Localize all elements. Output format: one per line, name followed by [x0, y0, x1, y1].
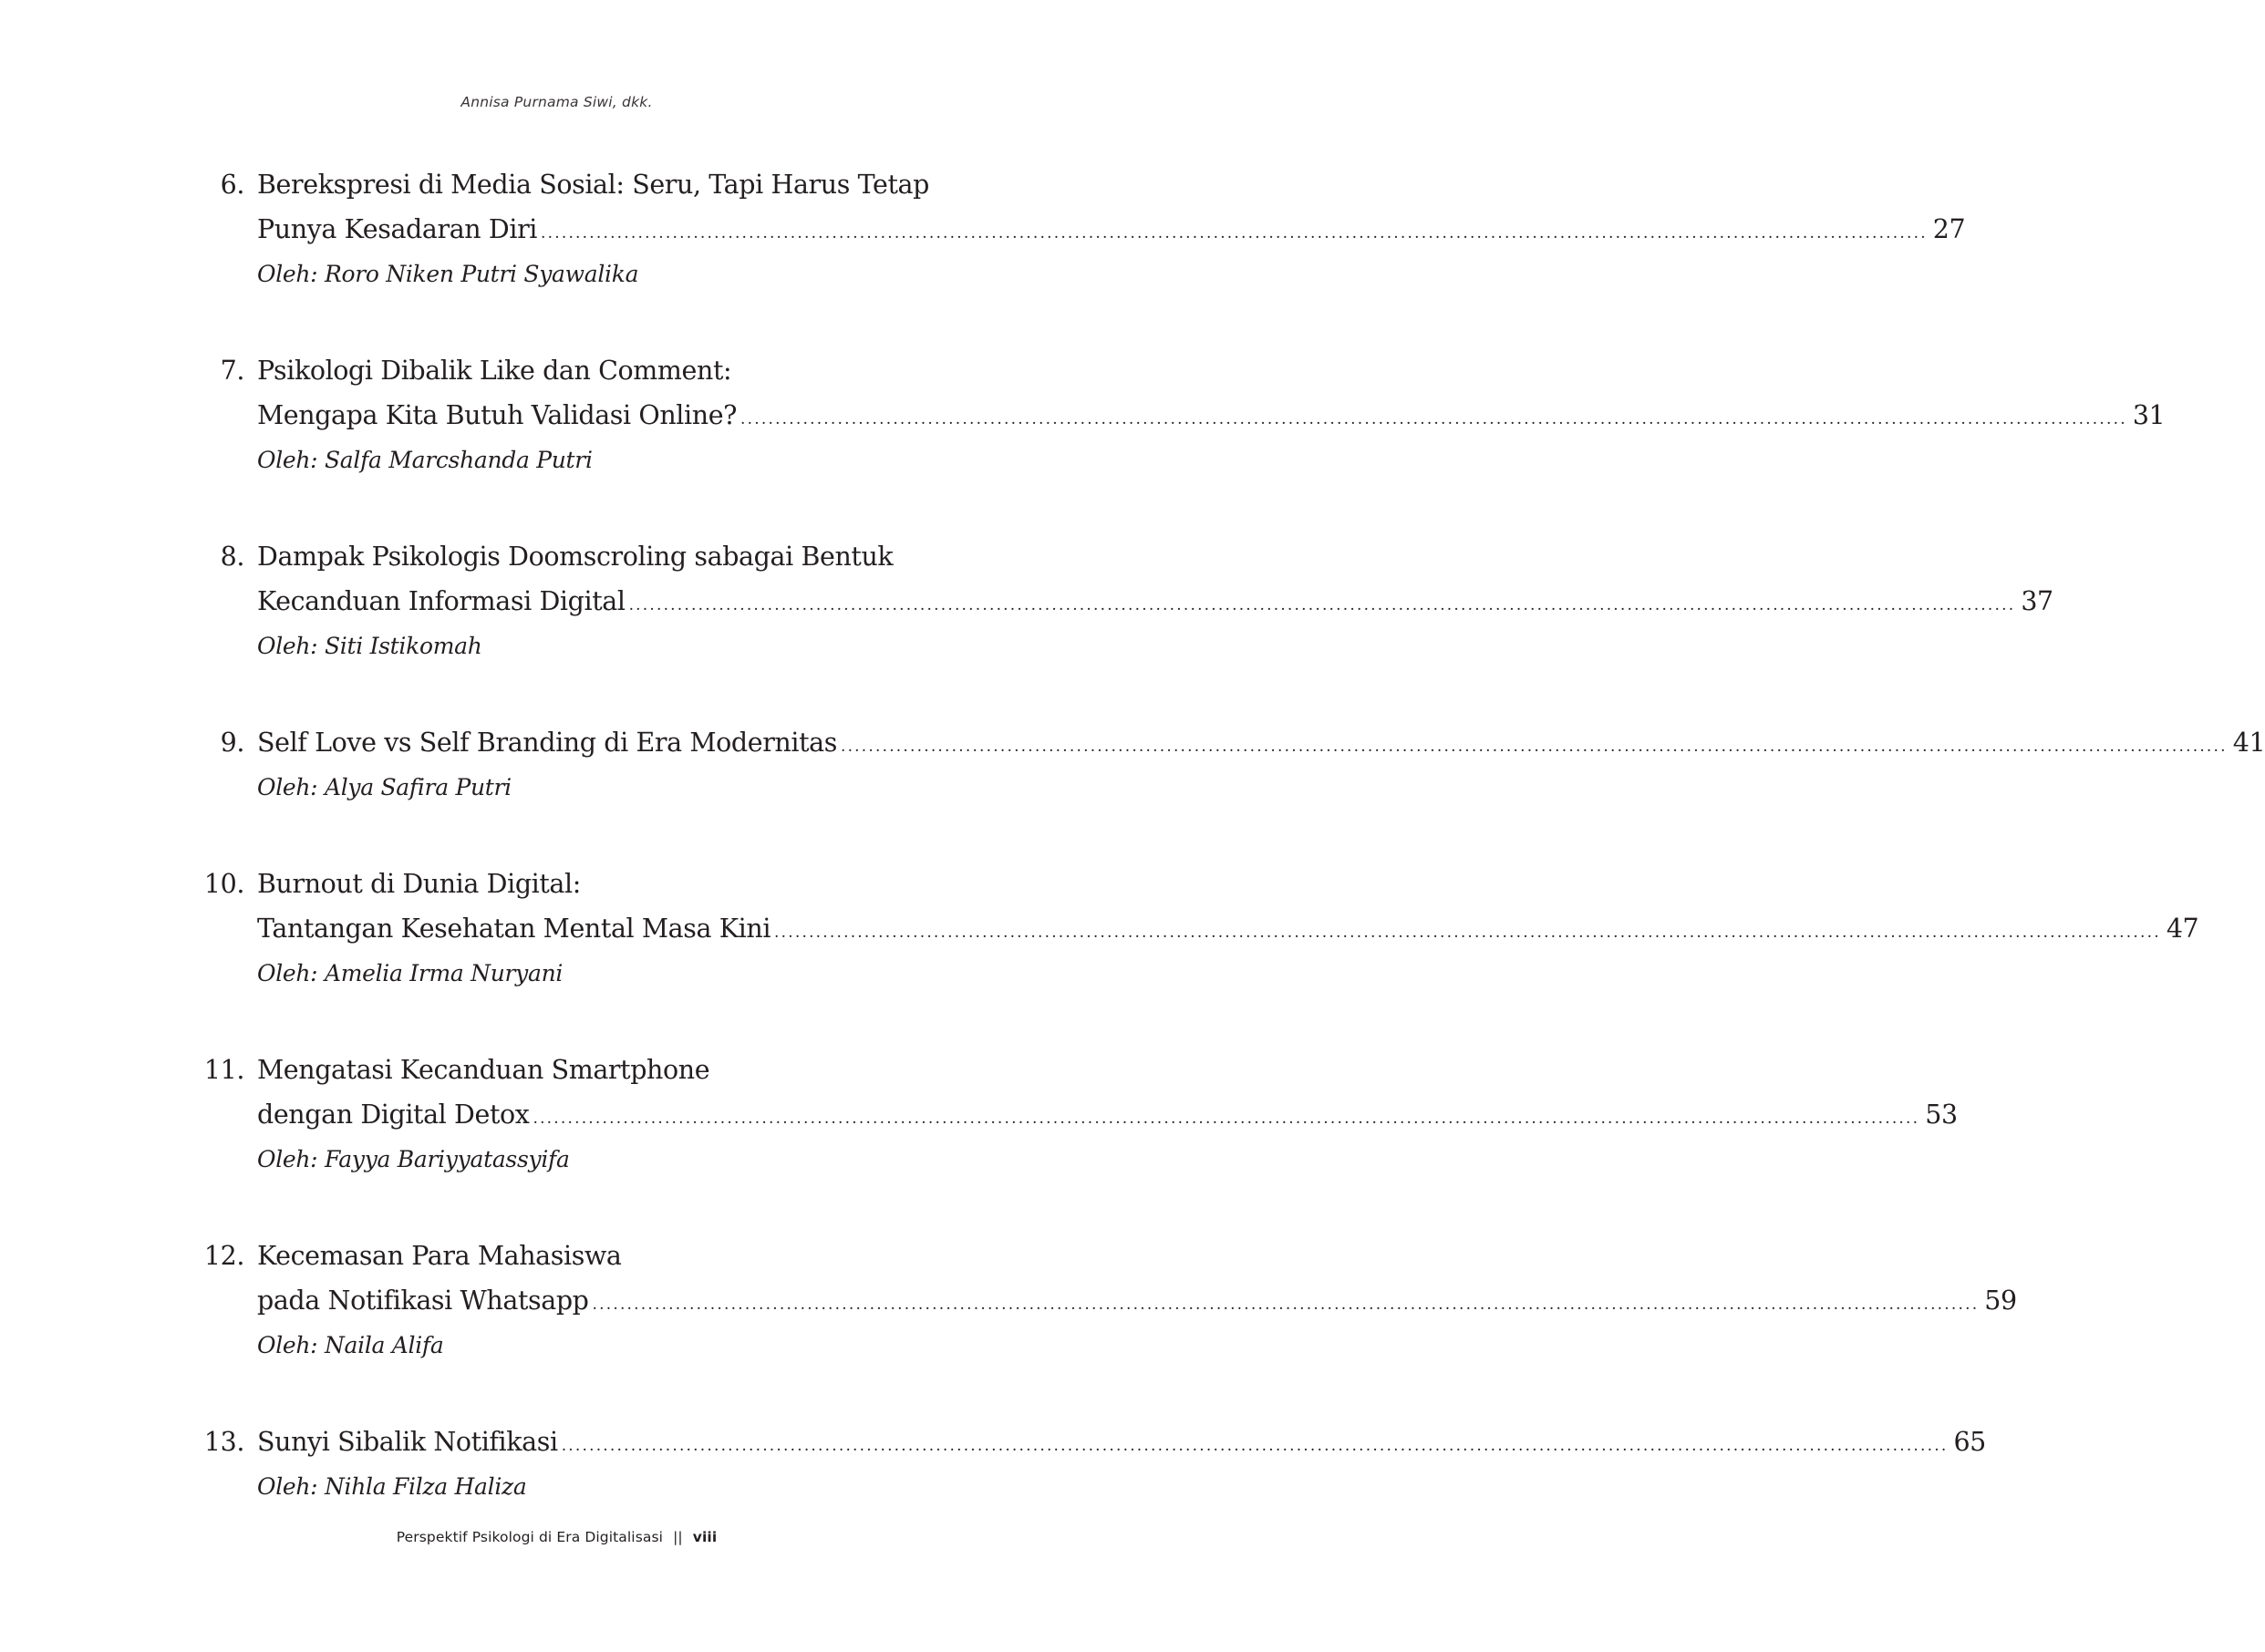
entry-author: Oleh: Siti Istikomah — [257, 633, 482, 659]
toc-title-line — [201, 1241, 983, 1285]
toc-author-line — [201, 772, 983, 821]
entry-page-number: 41 — [2232, 728, 2265, 758]
entry-title-line-2: Punya Kesadaran Diri — [257, 214, 538, 244]
toc-title-line — [201, 1285, 2017, 1330]
dot-leader: ........................................................................................................................................................................................................ — [541, 224, 1928, 243]
entry-number: 8. — [220, 542, 244, 572]
entry-number: 9. — [220, 728, 244, 758]
dot-leader: ........................................................................................................................................................................................................ — [561, 1437, 1949, 1455]
entry-number: 7. — [220, 356, 244, 386]
entry-title-line-1: Dampak Psikologis Doomscroling sabagai Bentuk — [257, 542, 894, 572]
page-folio: viii — [692, 1529, 718, 1545]
footer-book-title: Perspektif Psikologi di Era Digitalisasi — [396, 1529, 664, 1545]
toc-entry-11[interactable] — [201, 1055, 1958, 1193]
toc-entry-10[interactable] — [201, 869, 2199, 1007]
footer-separator: || — [673, 1529, 683, 1545]
toc-author-line — [201, 1471, 983, 1521]
entry-number: 12. — [203, 1241, 244, 1271]
toc-title-line — [201, 542, 983, 586]
toc-entry-12[interactable] — [201, 1241, 2017, 1379]
toc-title-line — [201, 728, 2265, 772]
dot-leader: ........................................................................................................................................................................................................ — [740, 410, 2127, 428]
dot-leader: ........................................................................................................................................................................................................ — [592, 1296, 1980, 1314]
toc-title-line — [201, 400, 2166, 445]
toc-title-line — [201, 1055, 983, 1100]
toc-author-line — [201, 445, 983, 494]
toc-author-line — [201, 958, 983, 1007]
entry-number: 6. — [220, 170, 244, 200]
toc-entry-13[interactable] — [201, 1427, 1986, 1521]
toc-author-line — [201, 631, 983, 680]
entry-title-line-2: Mengapa Kita Butuh Validasi Online? — [257, 400, 738, 430]
entry-page-number: 53 — [1925, 1100, 1958, 1130]
toc-entry-6[interactable] — [201, 170, 1966, 308]
entry-title-line-1: Mengatasi Kecanduan Smartphone — [257, 1055, 710, 1085]
toc-title-line — [201, 356, 983, 400]
entry-page-number: 37 — [2021, 586, 2053, 616]
entry-number: 13. — [203, 1427, 244, 1457]
entry-page-number: 59 — [1984, 1285, 2017, 1316]
entry-title-line-1: Psikologi Dibalik Like dan Comment: — [257, 356, 732, 386]
running-footer — [0, 1529, 1113, 1545]
toc-entry-7[interactable] — [201, 356, 2166, 494]
entry-author: Oleh: Fayya Bariyyatassyifa — [257, 1146, 570, 1172]
toc-author-line — [201, 1144, 983, 1193]
entry-page-number: 65 — [1953, 1427, 1986, 1457]
entry-author: Oleh: Amelia Irma Nuryani — [257, 960, 564, 986]
toc-title-line — [201, 914, 2199, 958]
running-header: Annisa Purnama Siwi, dkk. — [460, 94, 653, 110]
entry-title-line-2: dengan Digital Detox — [257, 1100, 530, 1130]
dot-leader: ........................................................................................................................................................................................................ — [774, 924, 2161, 942]
toc-entry-9[interactable] — [201, 728, 2265, 821]
entry-number: 11. — [203, 1055, 244, 1085]
toc-title-line — [201, 1100, 1958, 1144]
entry-page-number: 47 — [2166, 914, 2199, 944]
toc-entry-8[interactable] — [201, 542, 2053, 680]
entry-title-line-2: Kecanduan Informasi Digital — [257, 586, 626, 616]
entry-page-number: 31 — [2132, 400, 2166, 430]
toc-title-line — [201, 586, 2053, 631]
entry-title-line-1: Berekspresi di Media Sosial: Seru, Tapi Harus Tetap — [257, 170, 929, 200]
entry-number: 10. — [203, 869, 244, 899]
dot-leader: ........................................................................................................................................................................................................ — [533, 1110, 1920, 1128]
entry-author: Oleh: Nihla Filza Haliza — [257, 1473, 527, 1500]
entry-title-line-2: pada Notifikasi Whatsapp — [257, 1285, 589, 1316]
toc-author-line — [201, 259, 983, 308]
dot-leader: ........................................................................................................................................................................................................ — [628, 596, 2016, 614]
entry-title-line-2: Tantangan Kesehatan Mental Masa Kini — [257, 914, 771, 944]
entry-title-line-1: Burnout di Dunia Digital: — [257, 869, 581, 899]
dot-leader: ........................................................................................................................................................................................................ — [840, 738, 2228, 756]
toc-title-line — [201, 214, 1966, 259]
toc-title-line — [201, 1427, 1986, 1471]
entry-author: Oleh: Salfa Marcshanda Putri — [257, 447, 593, 473]
entry-author: Oleh: Alya Safira Putri — [257, 774, 512, 800]
toc-title-line — [201, 170, 983, 214]
toc-author-line — [201, 1330, 983, 1379]
entry-page-number: 27 — [1932, 214, 1966, 244]
toc-title-line — [201, 869, 983, 914]
table-of-contents — [201, 170, 2265, 1568]
entry-author: Oleh: Naila Alifa — [257, 1332, 444, 1358]
entry-title-line-1: Kecemasan Para Mahasiswa — [257, 1241, 622, 1271]
entry-title-line-1: Self Love vs Self Branding di Era Modernitas — [257, 728, 837, 758]
entry-title-line-1: Sunyi Sibalik Notifikasi — [257, 1427, 558, 1457]
entry-author: Oleh: Roro Niken Putri Syawalika — [257, 261, 639, 287]
